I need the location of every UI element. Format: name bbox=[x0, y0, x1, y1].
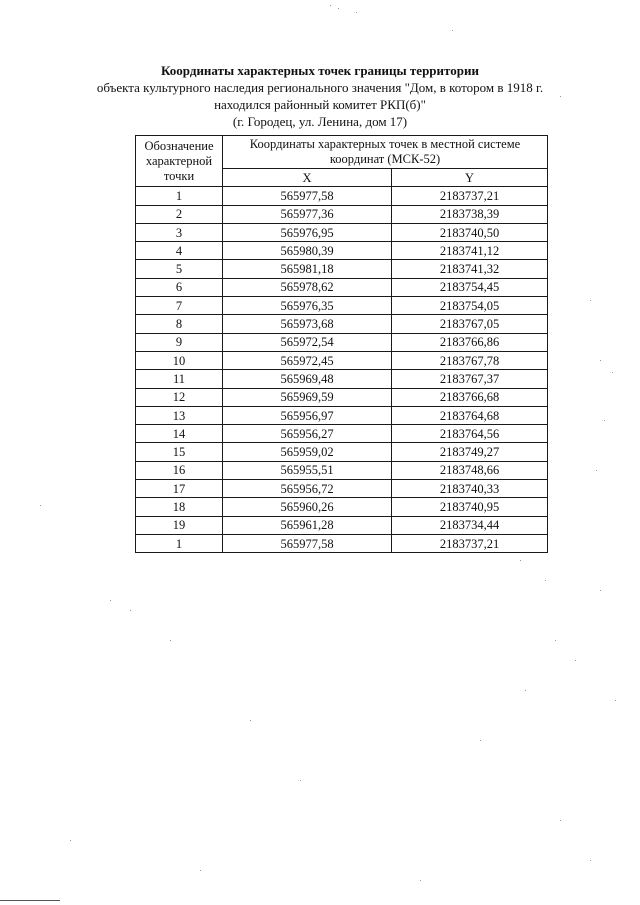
table-row bbox=[136, 278, 548, 296]
point-cell: 7 bbox=[136, 297, 223, 315]
document-subtitle-line-3: (г. Городец, ул. Ленина, дом 17) bbox=[232, 114, 408, 129]
point-cell: 6 bbox=[136, 278, 223, 296]
table-header bbox=[136, 136, 548, 187]
x-coordinate-cell: 565977,58 bbox=[223, 187, 392, 205]
x-coordinate-cell: 565977,36 bbox=[223, 205, 392, 223]
scan-speck bbox=[110, 600, 111, 601]
table-row bbox=[136, 223, 548, 241]
table-row bbox=[136, 260, 548, 278]
y-coordinate-cell: 2183748,66 bbox=[392, 461, 548, 479]
scan-speck bbox=[338, 8, 339, 9]
point-cell: 9 bbox=[136, 333, 223, 351]
x-coordinate-cell: 565960,26 bbox=[223, 498, 392, 516]
y-coordinate-cell: 2183754,05 bbox=[392, 297, 548, 315]
table-row bbox=[136, 242, 548, 260]
point-cell: 11 bbox=[136, 370, 223, 388]
document-heading bbox=[0, 62, 640, 130]
point-cell: 12 bbox=[136, 388, 223, 406]
y-coordinate-cell: 2183754,45 bbox=[392, 278, 548, 296]
document-subtitle-line-1: объекта культурного наследия регионального значения "Дом, в котором в 1918 г. bbox=[96, 80, 544, 95]
table-header-row bbox=[136, 136, 548, 169]
scan-speck bbox=[170, 640, 171, 641]
x-coordinate-cell: 565969,59 bbox=[223, 388, 392, 406]
point-cell: 10 bbox=[136, 351, 223, 369]
y-coordinate-cell: 2183741,12 bbox=[392, 242, 548, 260]
table-row bbox=[136, 443, 548, 461]
x-coordinate-cell: 565955,51 bbox=[223, 461, 392, 479]
scan-speck bbox=[590, 860, 591, 861]
table-row bbox=[136, 315, 548, 333]
scan-speck bbox=[615, 700, 616, 701]
table-row bbox=[136, 425, 548, 443]
scan-speck bbox=[590, 300, 591, 301]
point-cell: 1 bbox=[136, 534, 223, 552]
y-coordinate-cell: 2183767,78 bbox=[392, 351, 548, 369]
scan-speck bbox=[250, 720, 251, 721]
scan-speck bbox=[560, 96, 561, 97]
coordinates-table bbox=[135, 135, 548, 553]
scan-speck bbox=[560, 820, 561, 821]
y-coordinate-cell: 2183766,86 bbox=[392, 333, 548, 351]
document-subtitle-line-2: находился районный комитет РКП(б)" bbox=[214, 97, 426, 112]
x-coordinate-cell: 565959,02 bbox=[223, 443, 392, 461]
x-coordinate-cell: 565956,72 bbox=[223, 480, 392, 498]
y-coordinate-cell: 2183740,33 bbox=[392, 480, 548, 498]
table-row bbox=[136, 333, 548, 351]
point-cell: 19 bbox=[136, 516, 223, 534]
scan-speck bbox=[330, 5, 331, 6]
y-coordinate-cell: 2183749,27 bbox=[392, 443, 548, 461]
point-cell: 17 bbox=[136, 480, 223, 498]
scan-speck bbox=[555, 640, 556, 641]
table-body bbox=[136, 187, 548, 553]
table-row bbox=[136, 351, 548, 369]
y-coordinate-cell: 2183764,68 bbox=[392, 406, 548, 424]
x-coordinate-cell: 565969,48 bbox=[223, 370, 392, 388]
scan-speck bbox=[300, 780, 301, 781]
y-coordinate-cell: 2183737,21 bbox=[392, 534, 548, 552]
table-row bbox=[136, 406, 548, 424]
point-cell: 3 bbox=[136, 223, 223, 241]
x-coordinate-cell: 565973,68 bbox=[223, 315, 392, 333]
y-coordinate-cell: 2183764,56 bbox=[392, 425, 548, 443]
scan-speck bbox=[525, 690, 526, 691]
scan-speck bbox=[612, 372, 613, 373]
table-row bbox=[136, 461, 548, 479]
y-coordinate-cell: 2183767,05 bbox=[392, 315, 548, 333]
x-coordinate-cell: 565956,97 bbox=[223, 406, 392, 424]
point-cell: 5 bbox=[136, 260, 223, 278]
point-cell: 2 bbox=[136, 205, 223, 223]
point-cell: 14 bbox=[136, 425, 223, 443]
scan-speck bbox=[600, 360, 601, 361]
point-cell: 16 bbox=[136, 461, 223, 479]
table-row bbox=[136, 534, 548, 552]
y-coordinate-cell: 2183766,68 bbox=[392, 388, 548, 406]
x-coordinate-cell: 565956,27 bbox=[223, 425, 392, 443]
scan-speck bbox=[40, 505, 41, 506]
scan-speck bbox=[130, 610, 131, 611]
scan-speck bbox=[600, 590, 601, 591]
header-x: X bbox=[223, 169, 392, 187]
table-row bbox=[136, 388, 548, 406]
table-row bbox=[136, 205, 548, 223]
scan-speck bbox=[420, 880, 421, 881]
point-cell: 8 bbox=[136, 315, 223, 333]
scan-speck bbox=[200, 870, 201, 871]
table-row bbox=[136, 187, 548, 205]
y-coordinate-cell: 2183741,32 bbox=[392, 260, 548, 278]
x-coordinate-cell: 565961,28 bbox=[223, 516, 392, 534]
header-y: Y bbox=[392, 169, 548, 187]
scan-speck bbox=[480, 740, 481, 741]
x-coordinate-cell: 565981,18 bbox=[223, 260, 392, 278]
header-point-designation: Обозначение характерной точки bbox=[136, 136, 223, 187]
y-coordinate-cell: 2183740,50 bbox=[392, 223, 548, 241]
table-row bbox=[136, 480, 548, 498]
point-cell: 15 bbox=[136, 443, 223, 461]
x-coordinate-cell: 565977,58 bbox=[223, 534, 392, 552]
y-coordinate-cell: 2183734,44 bbox=[392, 516, 548, 534]
point-cell: 18 bbox=[136, 498, 223, 516]
scan-speck bbox=[356, 12, 357, 13]
document-title: Координаты характерных точек границы территории bbox=[161, 63, 479, 78]
scan-speck bbox=[452, 30, 453, 31]
x-coordinate-cell: 565972,54 bbox=[223, 333, 392, 351]
scan-speck bbox=[520, 560, 521, 561]
table-row bbox=[136, 370, 548, 388]
scan-speck bbox=[70, 840, 71, 841]
footer-rule bbox=[0, 900, 60, 901]
table-row bbox=[136, 516, 548, 534]
scan-speck bbox=[596, 470, 597, 471]
scan-speck bbox=[575, 660, 576, 661]
point-cell: 13 bbox=[136, 406, 223, 424]
scan-speck bbox=[604, 420, 605, 421]
x-coordinate-cell: 565980,39 bbox=[223, 242, 392, 260]
header-coordinates-group: Координаты характерных точек в местной системе координат (МСК-52) bbox=[223, 136, 548, 169]
point-cell: 4 bbox=[136, 242, 223, 260]
y-coordinate-cell: 2183737,21 bbox=[392, 187, 548, 205]
y-coordinate-cell: 2183767,37 bbox=[392, 370, 548, 388]
x-coordinate-cell: 565978,62 bbox=[223, 278, 392, 296]
y-coordinate-cell: 2183740,95 bbox=[392, 498, 548, 516]
x-coordinate-cell: 565972,45 bbox=[223, 351, 392, 369]
point-cell: 1 bbox=[136, 187, 223, 205]
x-coordinate-cell: 565976,95 bbox=[223, 223, 392, 241]
x-coordinate-cell: 565976,35 bbox=[223, 297, 392, 315]
scan-speck bbox=[545, 580, 546, 581]
y-coordinate-cell: 2183738,39 bbox=[392, 205, 548, 223]
table-row bbox=[136, 498, 548, 516]
table-row bbox=[136, 297, 548, 315]
